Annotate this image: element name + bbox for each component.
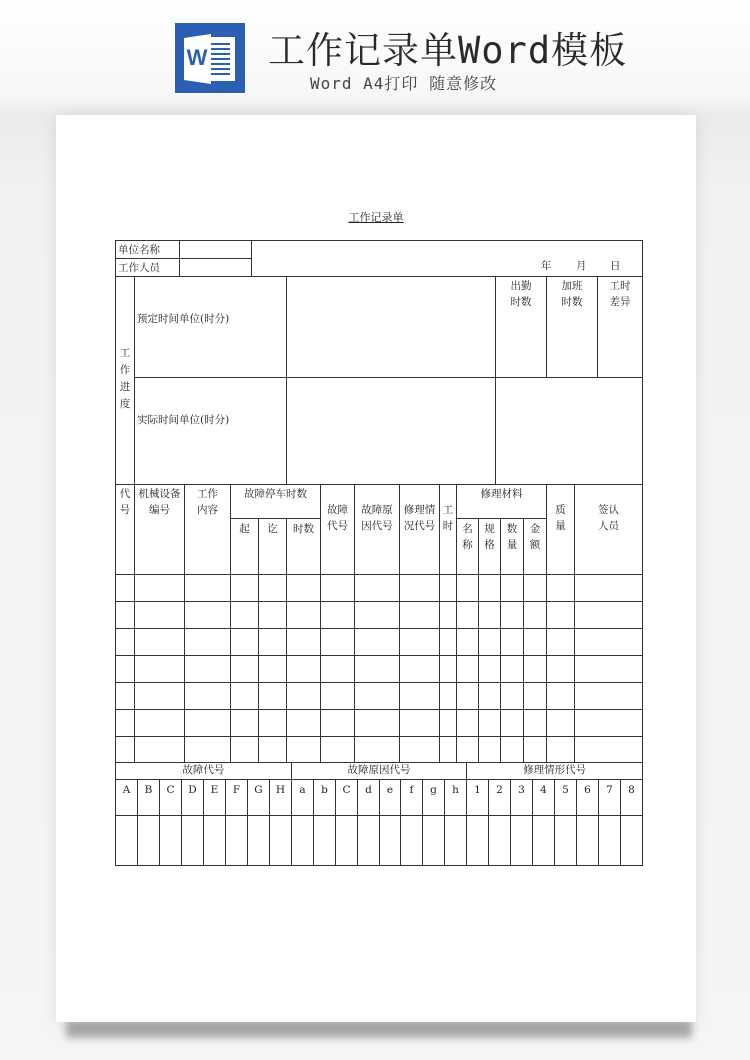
table-cell[interactable] [574,709,643,737]
stacked-label: 机械设备 编号 [138,488,181,516]
table-cell[interactable] [115,682,135,710]
code-letter-cell-label: 7 [606,784,613,796]
table-cell[interactable] [456,682,479,710]
code-letter-cell-label: 2 [496,784,503,796]
table-cell[interactable] [523,628,547,656]
worker-field[interactable] [179,258,252,277]
table-cell[interactable] [523,655,547,683]
table-cell[interactable] [258,628,287,656]
table-cell[interactable] [184,682,231,710]
code-letter-cell [159,779,182,816]
code-entry-cell[interactable] [620,815,643,866]
col-quality-header [546,484,575,575]
col-material-spec-header [478,518,501,575]
code-letter-cell [532,779,555,816]
stacked-label: 名 称 [462,523,473,551]
table-cell[interactable] [286,736,321,763]
table-cell[interactable] [546,574,575,602]
code-entry-cell[interactable] [269,815,292,866]
table-cell[interactable] [478,682,501,710]
overtime-hours-header [546,276,598,378]
table-cell[interactable] [320,601,355,629]
table-cell[interactable] [134,574,185,602]
table-cell[interactable] [574,682,643,710]
col-downtime-group-header [230,484,321,519]
code-letter-cell-label: d [365,784,372,796]
hours-summary-field[interactable] [495,377,643,485]
col-downtime-hours-header-label: 时数 [293,523,314,535]
code-letter-cell [291,779,314,816]
table-cell[interactable] [439,682,457,710]
col-material-amount-header [523,518,547,575]
table-cell[interactable] [399,655,440,683]
table-cell[interactable] [478,709,501,737]
table-cell[interactable] [134,736,185,763]
code-letter-cell [422,779,445,816]
table-cell[interactable] [399,736,440,763]
code-entry-cell[interactable] [181,815,204,866]
repair-status-title-label: 修理情形代号 [523,764,587,776]
fault-cause-title [291,762,468,780]
table-cell[interactable] [439,574,457,602]
code-entry-cell[interactable] [115,815,138,866]
stacked-label: 金 额 [529,523,541,551]
fault-code-title-label: 故障代号 [182,764,225,776]
code-entry-cell[interactable] [357,815,380,866]
table-cell[interactable] [399,601,440,629]
code-entry-cell[interactable] [137,815,160,866]
word-letter: W [186,45,208,70]
stacked-label: 工时 差异 [609,280,631,308]
table-cell[interactable] [478,601,501,629]
table-cell[interactable] [354,628,400,656]
code-entry-cell[interactable] [510,815,533,866]
code-entry-cell[interactable] [466,815,489,866]
table-cell[interactable] [230,628,259,656]
table-cell[interactable] [399,682,440,710]
table-cell[interactable] [320,628,355,656]
col-code-header [115,484,135,575]
table-cell[interactable] [354,574,400,602]
document-page [56,115,696,1022]
col-repair-status-header [399,484,440,575]
table-cell[interactable] [320,655,355,683]
code-entry-cell[interactable] [335,815,358,866]
table-cell[interactable] [258,655,287,683]
code-entry-cell[interactable] [422,815,445,866]
code-letter-cell [357,779,380,816]
table-cell[interactable] [184,709,231,737]
col-fault-cause-header [354,484,400,575]
table-cell[interactable] [546,601,575,629]
table-cell[interactable] [286,709,321,737]
table-cell[interactable] [546,655,575,683]
table-cell[interactable] [286,682,321,710]
date-day: 日 [610,260,621,272]
code-letter-cell-label: A [122,784,131,796]
col-downtime-group-header-label: 故障停车时数 [244,488,307,500]
table-cell[interactable] [574,736,643,763]
code-letter-cell-label: E [210,784,219,796]
code-letter-cell-label: 1 [474,784,481,796]
table-cell[interactable] [286,601,321,629]
table-cell[interactable] [320,574,355,602]
table-cell[interactable] [399,574,440,602]
table-cell[interactable] [134,682,185,710]
col-downtime-start-header-label: 起 [239,523,250,535]
table-cell[interactable] [523,601,547,629]
code-letter-cell [444,779,467,816]
col-fault-code-header [320,484,355,575]
table-cell[interactable] [230,709,259,737]
code-entry-cell[interactable] [313,815,336,866]
actual-time-label-label: 实际时间单位(时分) [137,414,230,426]
code-letter-cell-label: D [188,784,197,796]
code-entry-cell[interactable] [225,815,248,866]
code-letter-cell [269,779,292,816]
actual-time-field[interactable] [286,377,496,485]
fault-code-title [115,762,292,780]
col-downtime-start-header [230,518,259,575]
table-cell[interactable] [574,655,643,683]
table-cell[interactable] [399,628,440,656]
stacked-label: 故障原 因代号 [361,504,393,532]
fault-cause-title-label: 故障原因代号 [347,764,411,776]
code-entry-cell[interactable] [598,815,621,866]
table-cell[interactable] [230,601,259,629]
table-cell[interactable] [500,709,524,737]
code-entry-cell[interactable] [400,815,423,866]
col-materials-group-header-label: 修理材料 [480,488,523,500]
table-cell[interactable] [134,601,185,629]
table-cell[interactable] [574,574,643,602]
code-letter-cell-label: f [409,784,414,796]
stacked-label: 规 格 [484,523,495,551]
col-material-name-header [456,518,479,575]
code-letter-cell [225,779,248,816]
table-cell[interactable] [286,574,321,602]
table-cell[interactable] [456,601,479,629]
col-labor-hours-header [439,484,457,575]
table-cell[interactable] [354,601,400,629]
table-cell[interactable] [354,736,400,763]
code-letter-cell-label: 5 [562,784,569,796]
table-cell[interactable] [439,736,457,763]
code-letter-cell [466,779,489,816]
stacked-label: 工 时 [442,504,454,532]
table-cell[interactable] [500,655,524,683]
planned-time-label-label: 预定时间单位(时分) [137,313,230,325]
table-cell[interactable] [184,628,231,656]
code-entry-cell[interactable] [247,815,270,866]
col-signer-header [574,484,643,575]
code-entry-cell[interactable] [532,815,555,866]
table-cell[interactable] [354,655,400,683]
code-letter-cell-label: 4 [540,784,547,796]
code-letter-cell [554,779,577,816]
table-cell[interactable] [546,628,575,656]
stacked-label: 故障 代号 [327,504,348,532]
unit-name-label [115,240,180,259]
table-cell[interactable] [115,736,135,763]
table-cell[interactable] [439,601,457,629]
table-cell[interactable] [478,655,501,683]
code-letter-cell-label: 6 [584,784,591,796]
table-cell[interactable] [230,682,259,710]
code-letter-cell [400,779,423,816]
col-work-content-header [184,484,231,575]
table-cell[interactable] [258,601,287,629]
code-letter-cell-label: 3 [518,784,525,796]
code-entry-cell[interactable] [554,815,577,866]
code-letter-cell-label: H [275,784,286,796]
code-letter-cell-label: g [430,784,437,796]
code-entry-cell[interactable] [203,815,226,866]
code-letter-cell-label: B [144,784,153,796]
table-cell[interactable] [115,628,135,656]
hour-difference-header [597,276,643,378]
table-cell[interactable] [439,655,457,683]
table-cell[interactable] [500,574,524,602]
table-cell[interactable] [286,655,321,683]
table-cell[interactable] [258,682,287,710]
code-letter-cell [115,779,138,816]
code-letter-cell [576,779,599,816]
table-cell[interactable] [523,574,547,602]
table-cell[interactable] [115,655,135,683]
table-cell[interactable] [574,628,643,656]
table-cell[interactable] [184,736,231,763]
worker-label-label: 工作人员 [118,262,160,274]
code-letter-cell [620,779,643,816]
col-downtime-end-header [258,518,287,575]
actual-time-label [134,377,287,485]
stacked-label: 修理情 况代号 [403,504,436,532]
code-letter-cell [181,779,204,816]
table-cell[interactable] [399,709,440,737]
table-cell[interactable] [354,682,400,710]
table-cell[interactable] [574,601,643,629]
code-letter-cell-label: C [166,784,175,796]
table-cell[interactable] [500,628,524,656]
code-entry-cell[interactable] [291,815,314,866]
table-cell[interactable] [478,736,501,763]
code-letter-cell-label: C [342,784,351,796]
table-cell[interactable] [523,736,547,763]
worker-label [115,258,180,277]
code-letter-cell-label: a [299,784,306,796]
stacked-label: 数 量 [506,523,518,551]
table-cell[interactable] [320,709,355,737]
repair-status-title [466,762,643,780]
code-letter-cell-label: e [386,784,394,796]
code-entry-cell[interactable] [488,815,511,866]
stacked-label: 代 号 [119,488,131,516]
table-cell[interactable] [320,736,355,763]
code-entry-cell[interactable] [379,815,401,866]
stacked-label: 工 作 进 度 [119,347,131,410]
table-cell[interactable] [286,628,321,656]
document-title: 工作记录单 [348,211,404,224]
date-month: 月 [576,260,587,272]
banner [0,0,750,105]
word-icon [175,23,245,93]
table-cell[interactable] [500,736,524,763]
table-cell[interactable] [439,709,457,737]
date-year: 年 [541,260,552,272]
table-cell[interactable] [134,628,185,656]
table-cell[interactable] [456,655,479,683]
code-letter-cell [379,779,401,816]
table-cell[interactable] [456,736,479,763]
code-letter-cell [247,779,270,816]
table-cell[interactable] [134,709,185,737]
attendance-hours-header [495,276,547,378]
code-letter-cell [598,779,621,816]
banner-subtitle: Word A4打印 随意修改 [310,74,498,93]
code-letter-cell [313,779,336,816]
table-cell[interactable] [439,628,457,656]
code-entry-cell[interactable] [576,815,599,866]
table-cell[interactable] [320,682,355,710]
table-cell[interactable] [230,655,259,683]
table-cell[interactable] [500,682,524,710]
code-letter-cell-label: G [254,784,263,796]
table-cell[interactable] [230,574,259,602]
banner-title: 工作记录单Word模板 [268,29,628,72]
stacked-label: 签认 人员 [598,504,619,532]
table-cell[interactable] [523,682,547,710]
work-record-form [56,115,696,1022]
code-letter-cell [137,779,160,816]
table-cell[interactable] [456,574,479,602]
table-cell[interactable] [546,709,575,737]
table-cell[interactable] [500,601,524,629]
code-entry-cell[interactable] [159,815,182,866]
code-letter-cell-label: h [452,784,459,796]
table-cell[interactable] [115,709,135,737]
table-cell[interactable] [478,628,501,656]
table-cell[interactable] [546,682,575,710]
table-cell[interactable] [115,574,135,602]
code-letter-cell [335,779,358,816]
unit-name-field[interactable] [179,240,252,259]
col-materials-group-header [456,484,547,519]
stacked-label: 质 量 [555,504,566,532]
work-progress-side-label [115,276,135,485]
col-downtime-hours-header [286,518,321,575]
col-downtime-end-header-label: 讫 [267,523,278,535]
table-cell[interactable] [546,736,575,763]
code-letter-cell [510,779,533,816]
table-cell[interactable] [456,709,479,737]
table-cell[interactable] [230,736,259,763]
code-letter-cell [488,779,511,816]
code-entry-cell[interactable] [444,815,467,866]
stacked-label: 加班 时数 [561,280,583,308]
table-cell[interactable] [184,574,231,602]
table-cell[interactable] [184,601,231,629]
table-cell[interactable] [258,736,287,763]
unit-name-label-label: 单位名称 [118,244,160,256]
table-cell[interactable] [523,709,547,737]
table-cell[interactable] [134,655,185,683]
planned-time-label [134,276,287,378]
code-letter-cell-label: F [232,784,241,796]
stacked-label: 出勤 时数 [510,280,532,308]
table-cell[interactable] [354,709,400,737]
table-cell[interactable] [478,574,501,602]
col-equipment-header [134,484,185,575]
code-letter-cell [203,779,226,816]
code-letter-cell-label: b [321,784,328,796]
page-shadow [66,1020,692,1038]
date-field[interactable] [251,240,643,277]
col-material-qty-header [500,518,524,575]
code-letter-cell-label: 8 [628,784,635,796]
table-cell[interactable] [258,709,287,737]
table-cell[interactable] [258,574,287,602]
table-cell[interactable] [184,655,231,683]
planned-time-field[interactable] [286,276,496,378]
stacked-label: 工作 内容 [197,488,218,516]
table-cell[interactable] [115,601,135,629]
table-cell[interactable] [456,628,479,656]
